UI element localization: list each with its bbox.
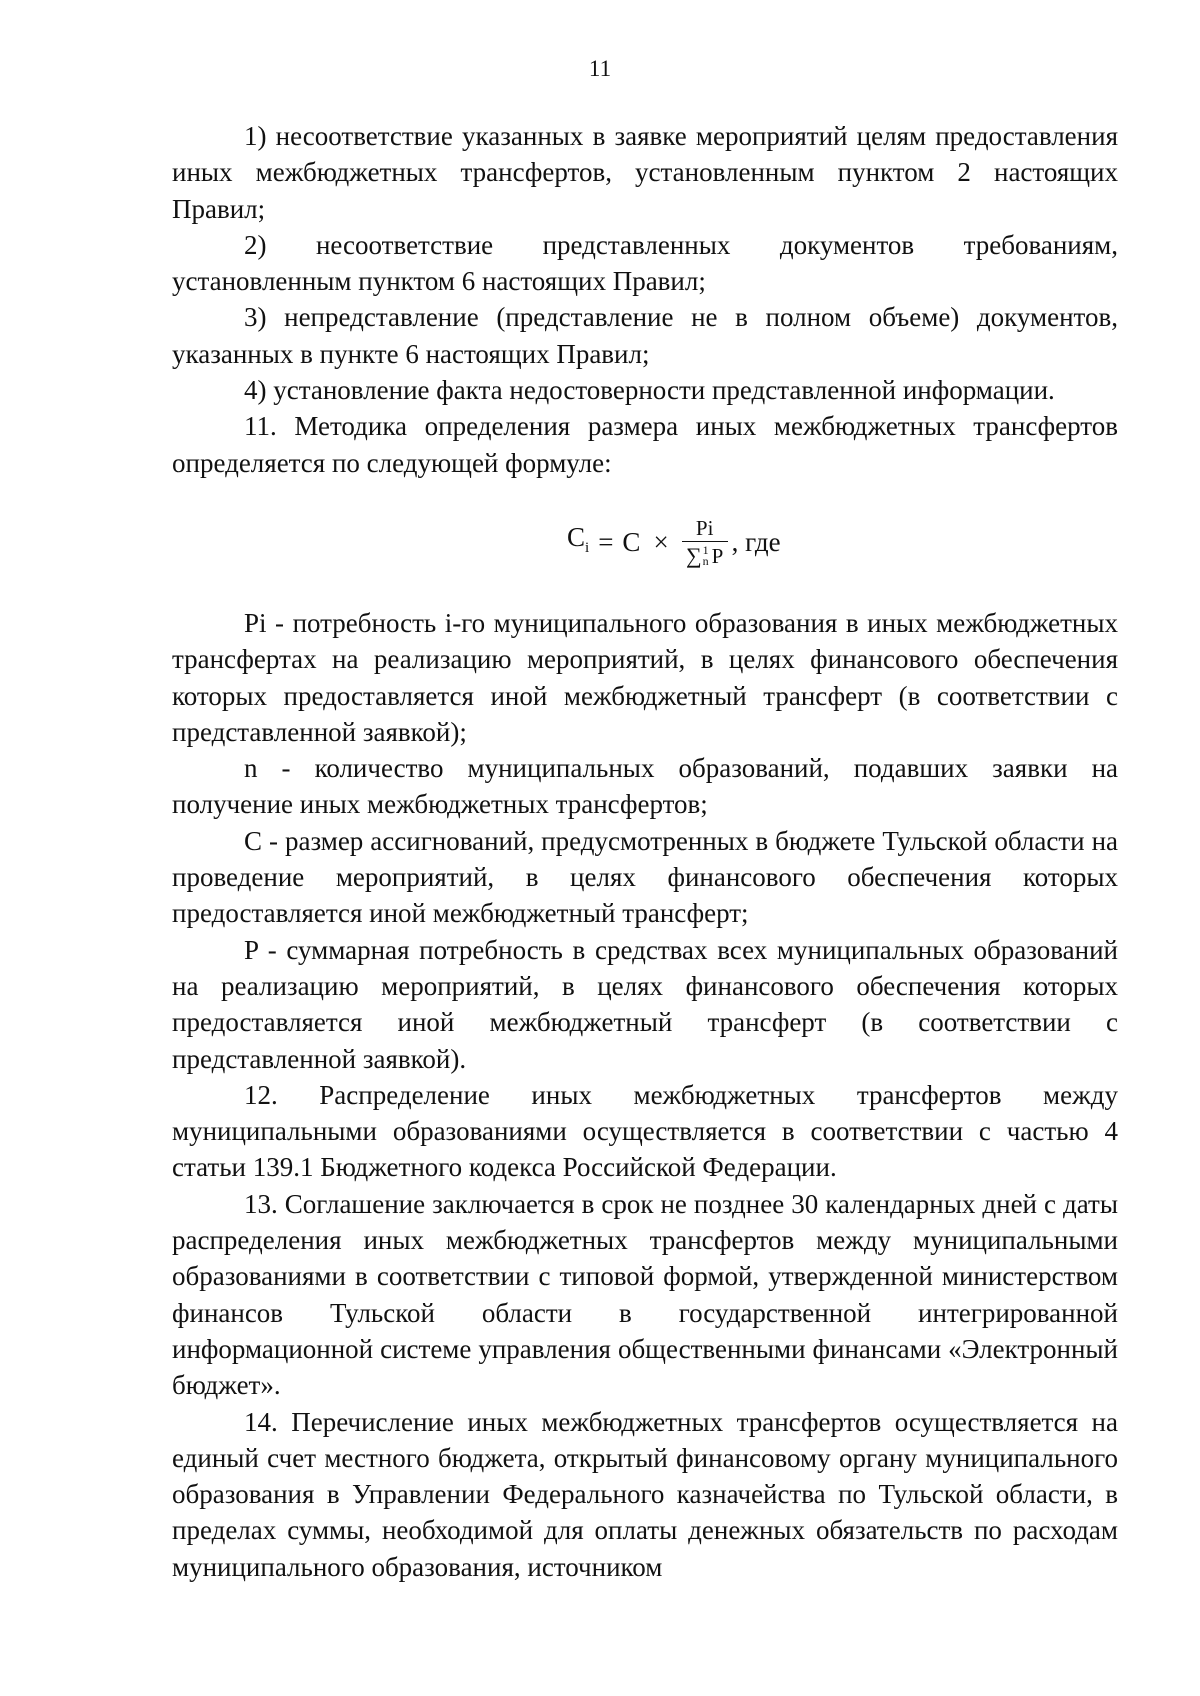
formula-block [172, 489, 1118, 605]
formula-lhs-var: C [567, 521, 586, 552]
denominator-var: P [711, 543, 724, 568]
paragraph-section-11: 11. Методика определения размера иных межбюджетных трансфертов определяется по следующей формуле: [172, 411, 1118, 478]
formula-multiply-sign: × [653, 527, 669, 558]
formula-fraction [682, 515, 728, 570]
formula-denominator [686, 542, 723, 570]
sum-upper-limit: 1 [702, 542, 709, 557]
paragraph-section-14: 14. Перечисление иных межбюджетных трансфертов осуществляется на единый счет местного бюджета, открытый финансовому органу муниципального образования в Управлении Федерального казначейства по Тульской области, в пределах суммы, необходимой для оплаты денежных обязательств по расходам муниципального образования, источником [172, 1406, 1118, 1582]
paragraph-section-13: 13. Соглашение заключается в срок не позднее 30 календарных дней с даты распределения иных межбюджетных трансфертов между муниципальными образованиями в соответствии с типовой формой, утвержденной министерством финансов Тульской области в государственной интегрированной информационной системе управления общественными финансами «Электронный бюджет». [172, 1188, 1118, 1401]
paragraph-item-3: 3) непредставление (представление не в полном объеме) документов, указанных в пункте 6 настоящих Правил; [172, 302, 1118, 369]
page-number: 11 [588, 56, 612, 81]
definition-pi: Pi - потребность i-го муниципального образования в иных межбюджетных трансфертах на реализацию мероприятий, в целях финансового обеспечения которых предоставляется иной межбюджетный трансферт (в соответствии с представленной заявкой); [172, 607, 1118, 747]
formula-lhs-subscript: i [585, 539, 590, 556]
formula-numerator: Pi [695, 515, 714, 540]
paragraph-section-12: 12. Распределение иных межбюджетных трансфертов между муниципальными образованиями осуществляется в соответствии с частью 4 статьи 139.1 Бюджетного кодекса Российской Федерации. [172, 1079, 1118, 1183]
formula [567, 515, 781, 570]
document-body [172, 118, 1118, 1585]
formula-rhs-var: C [622, 527, 641, 558]
paragraph-item-2: 2) несоответствие представленных документов требованиям, установленным пунктом 6 настоящих Правил; [172, 229, 1118, 297]
formula-trailing-text: , где [731, 527, 781, 558]
definition-n: n - количество муниципальных образований, подавших заявки на получение иных межбюджетных трансфертов; [172, 753, 1118, 820]
sum-limits [702, 542, 709, 568]
definition-c: C - размер ассигнований, предусмотренных в бюджете Тульской области на проведение мероприятий, в целях финансового обеспечения которых предоставляется иной межбюджетный трансферт; [172, 825, 1118, 929]
paragraph-item-1: 1) несоответствие указанных в заявке мероприятий целям предоставления иных межбюджетных трансфертов, установленным пунктом 2 настоящих Правил; [172, 121, 1118, 224]
paragraph-item-4: 4) установление факта недостоверности представленной информации. [244, 375, 1055, 406]
definition-p: P - суммарная потребность в средствах всех муниципальных образований на реализацию мероприятий, в целях финансового обеспечения которых предоставляется иной межбюджетный трансферт (в соответствии с представленной заявкой). [172, 934, 1118, 1074]
sum-symbol: ∑ [685, 542, 702, 568]
sum-lower-limit: n [702, 553, 709, 568]
formula-equals: = [598, 527, 614, 558]
formula-lhs [567, 519, 589, 566]
